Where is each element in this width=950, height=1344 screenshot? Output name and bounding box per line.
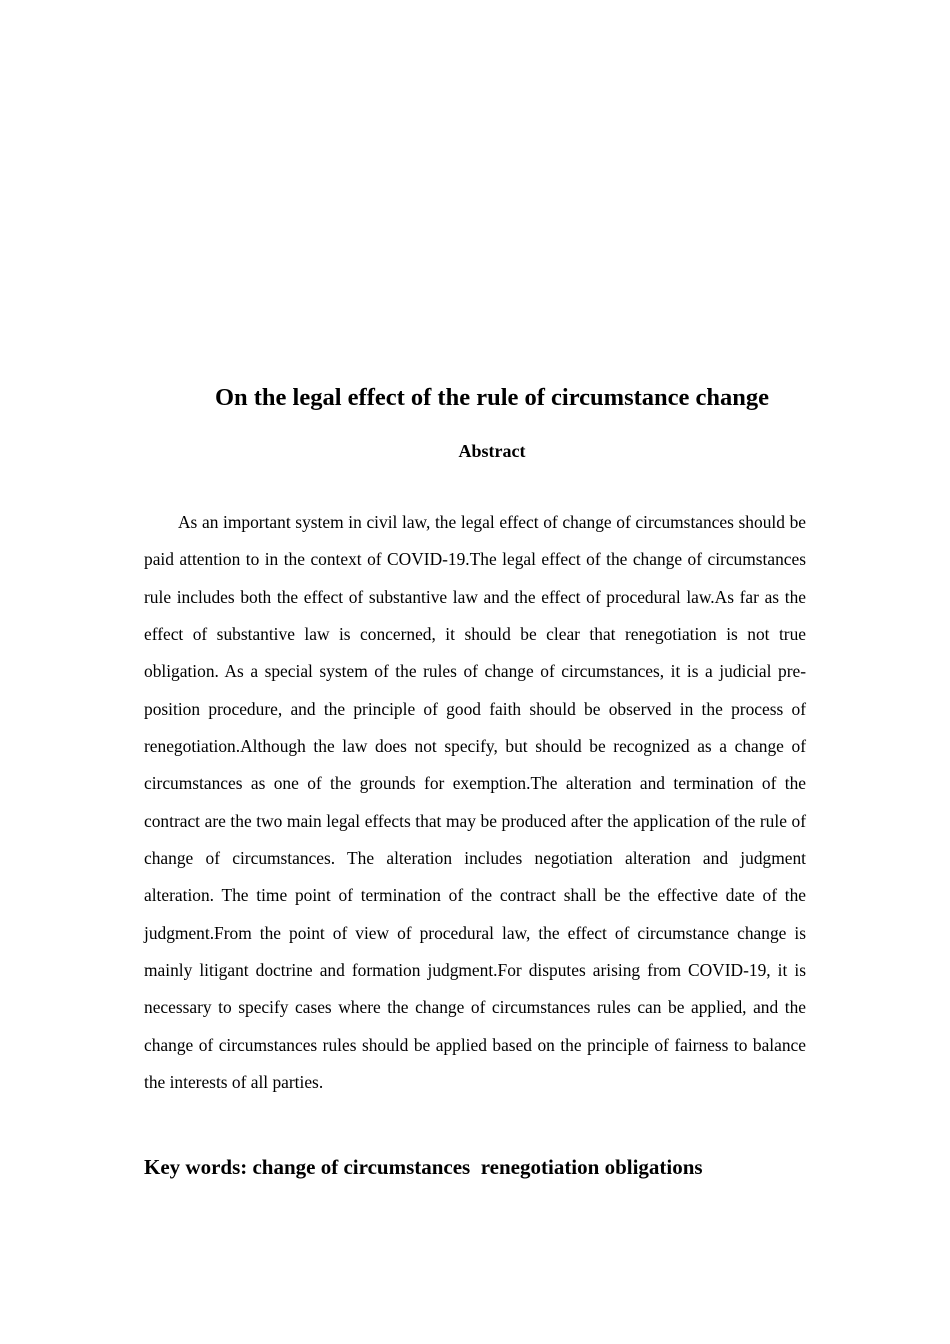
keywords-line: Key words: change of circumstances renegotiation obligations [144, 1155, 703, 1179]
abstract-paragraph: As an important system in civil law, the legal effect of change of circumstances should be paid attention to in the context of COVID-19.The legal effect of the change of circumstances rule includes both the effect of substantive law and the effect of procedural law.As far as the effect of substantive law is concerned, it should be clear that renegotiation is not true obligation. As a special system of the rules of change of circumstances, it is a judicial pre-position procedure, and the principle of good faith should be observed in the process of renegotiation.Although the law does not specify, but should be recognized as a change of circumstances as one of the grounds for exemption.The alteration and termination of the contract are the two main legal effects that may be produced after the application of the rule of change of circumstances. The alteration includes negotiation alteration and judgment alteration. The time point of termination of the contract shall be the effective date of the judgment.From the point of view of procedural law, the effect of circumstance change is mainly litigant doctrine and formation judgment.For disputes arising from COVID-19, it is necessary to specify cases where the change of circumstances rules can be applied, and the change of circumstances rules should be applied based on the principle of fairness to balance the interests of all parties. [144, 512, 806, 1093]
paper-title: On the legal effect of the rule of circumstance change [214, 384, 770, 411]
abstract-heading: Abstract [458, 441, 526, 461]
